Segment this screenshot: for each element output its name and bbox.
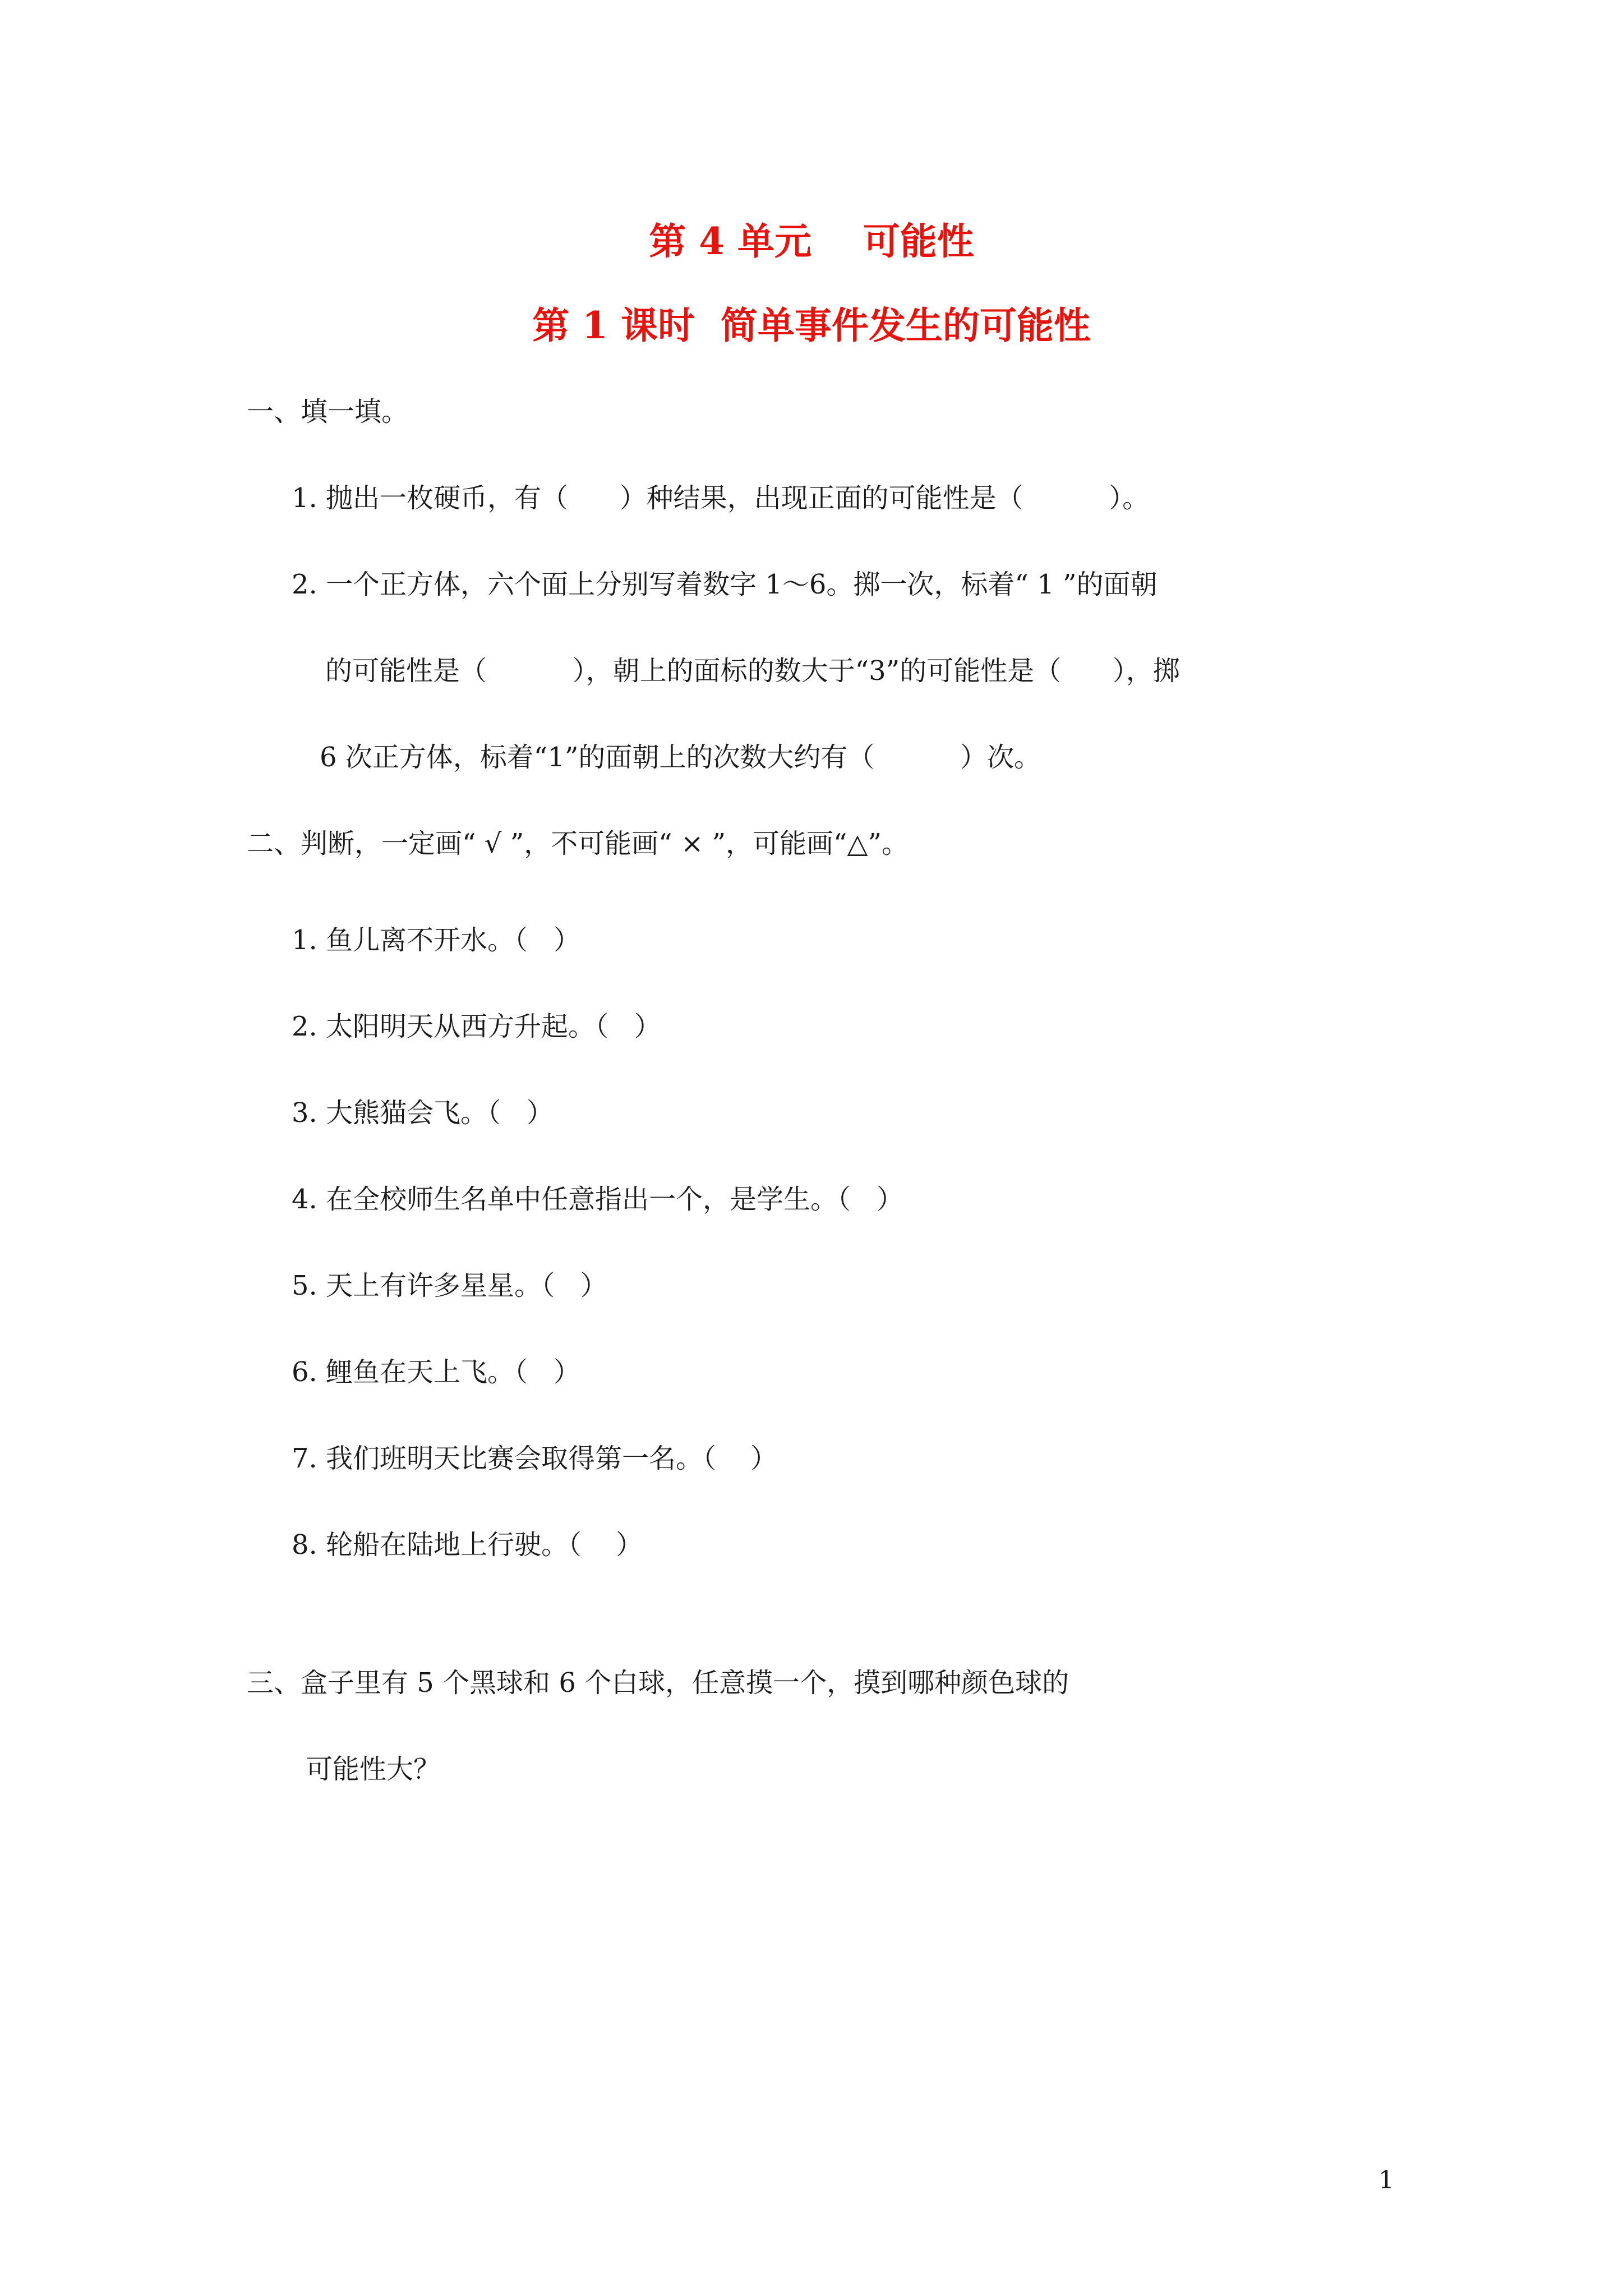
judge-item-7: 7. 我们班明天比赛会取得第一名。（ ）	[292, 1443, 778, 1474]
lesson-title: 第 1 课时 简单事件发生的可能性	[532, 303, 1091, 347]
judge-item-6: 6. 鲤鱼在天上飞。（ ）	[292, 1356, 580, 1388]
section-1-heading: 一、填一填。	[247, 396, 409, 427]
question-1-1: 1. 抛出一枚硬币，有（ ）种结果，出现正面的可能性是（ ）。	[292, 482, 1150, 514]
judge-item-8: 8. 轮船在陆地上行驶。（ ）	[292, 1529, 643, 1561]
unit-title: 第 4 单元 可能性	[649, 219, 974, 263]
judge-item-2: 2. 太阳明天从西方升起。（ ）	[292, 1011, 661, 1042]
section-2-heading: 二、判断，一定画“ √ ”，不可能画“ × ”，可能画“△”。	[247, 828, 909, 859]
question-1-2-line-1: 2. 一个正方体，六个面上分别写着数字 1～6。掷一次，标着“ 1 ”的面朝	[292, 569, 1158, 600]
judge-item-5: 5. 天上有许多星星。（ ）	[292, 1270, 607, 1301]
judge-item-4: 4. 在全校师生名单中任意指出一个，是学生。（ ）	[292, 1184, 903, 1215]
question-1-2-line-2: 的可能性是（ ），朝上的面标的数大于“3”的可能性是（ ），掷	[325, 655, 1180, 687]
question-1-2-line-3: 6 次正方体，标着“1”的面朝上的次数大约有（ ）次。	[320, 742, 1041, 773]
judge-item-3: 3. 大熊猫会飞。（ ）	[292, 1097, 554, 1129]
judge-item-1: 1. 鱼儿离不开水。（ ）	[292, 924, 580, 956]
page-number: 1	[1378, 2166, 1394, 2194]
section-3-line-1: 三、盒子里有 5 个黑球和 6 个白球，任意摸一个，摸到哪种颜色球的	[247, 1667, 1069, 1699]
section-3-line-2: 可能性大？	[306, 1754, 441, 1785]
